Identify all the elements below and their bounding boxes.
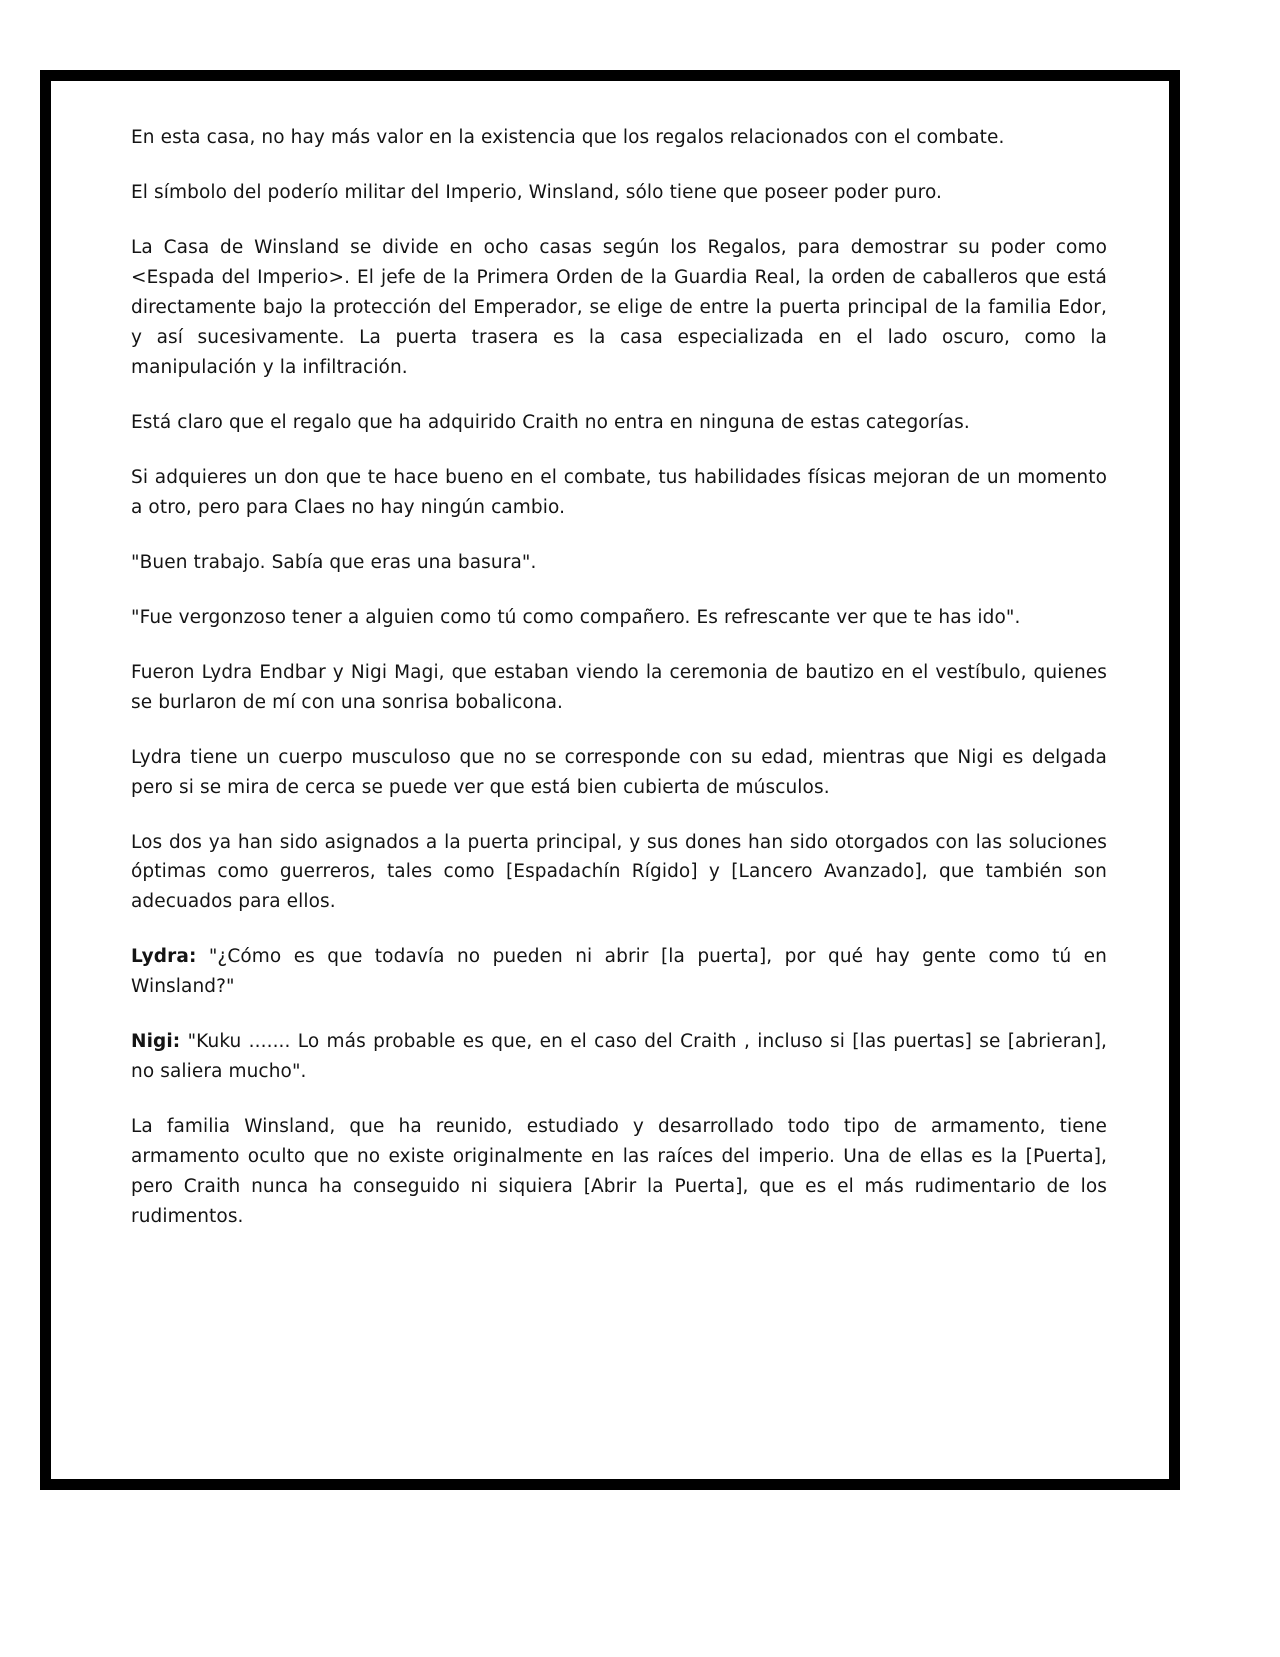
paragraph-text: "Buen trabajo. Sabía que eras una basura". <box>131 551 537 573</box>
paragraph <box>131 178 1107 208</box>
paragraph-text: Fueron Lydra Endbar y Nigi Magi, que estaban viendo la ceremonia de bautizo en el vestíbulo, quienes se burlaron de mí con una sonrisa bobalicona. <box>131 661 1107 713</box>
paragraph <box>131 233 1107 383</box>
document-body <box>131 123 1107 1232</box>
dialogue-line-lydra <box>131 942 1107 1002</box>
paragraph <box>131 743 1107 803</box>
paragraph-text: "Kuku ....... Lo más probable es que, en el caso del Craith , incluso si [las puertas] se [abrieran], no saliera mucho". <box>131 1031 1107 1083</box>
paragraph-quote <box>131 603 1107 633</box>
paragraph <box>131 463 1107 523</box>
paragraph-text: El símbolo del poderío militar del Imperio, Winsland, sólo tiene que poseer poder puro. <box>131 181 943 203</box>
paragraph <box>131 828 1107 918</box>
paragraph-text: Los dos ya han sido asignados a la puerta principal, y sus dones han sido otorgados con las soluciones óptimas como guerreros, tales como [Espadachín Rígido] y [Lancero Avanzado], que también son adecuados para ellos. <box>131 831 1107 913</box>
paragraph-text: En esta casa, no hay más valor en la existencia que los regalos relacionados con el combate. <box>131 127 1005 148</box>
paragraph-text: La familia Winsland, que ha reunido, estudiado y desarrollado todo tipo de armamento, tiene armamento oculto que no existe originalmente en las raíces del imperio. Una de ellas es la [Puerta], pero Craith nunca ha conseguido ni siquiera [Abrir la Puerta], que es el más rudimentario de los rudimentos. <box>131 1116 1107 1228</box>
paragraph-text: "¿Cómo es que todavía no pueden ni abrir [la puerta], por qué hay gente como tú en Winsland?" <box>131 946 1107 998</box>
paragraph-text: Lydra tiene un cuerpo musculoso que no se corresponde con su edad, mientras que Nigi es delgada pero si se mira de cerca se puede ver que está bien cubierta de músculos. <box>131 746 1107 798</box>
speaker-label: Lydra: <box>131 946 197 968</box>
paragraph <box>131 123 1107 153</box>
paragraph-text: Está claro que el regalo que ha adquirido Craith no entra en ninguna de estas categorías. <box>131 411 970 433</box>
paragraph <box>131 408 1107 438</box>
paragraph-quote <box>131 548 1107 578</box>
paragraph-text: La Casa de Winsland se divide en ocho casas según los Regalos, para demostrar su poder como <Espada del Imperio>. El jefe de la Primera Orden de la Guardia Real, la orden de caballeros que está directamente bajo la protección del Emperador, se elige de entre la puerta principal de la familia Edor, y así sucesivamente. La puerta trasera es la casa especializada en el lado oscuro, como la manipulación y la infiltración. <box>131 236 1107 378</box>
paragraph-text: "Fue vergonzoso tener a alguien como tú como compañero. Es refrescante ver que te has ido". <box>131 606 1021 628</box>
document-frame <box>40 70 1180 1490</box>
paragraph <box>131 1112 1107 1232</box>
paragraph <box>131 658 1107 718</box>
speaker-label: Nigi: <box>131 1031 181 1053</box>
paragraph-text: Si adquieres un don que te hace bueno en el combate, tus habilidades físicas mejoran de un momento a otro, pero para Claes no hay ningún cambio. <box>131 466 1107 518</box>
dialogue-line-nigi <box>131 1027 1107 1087</box>
